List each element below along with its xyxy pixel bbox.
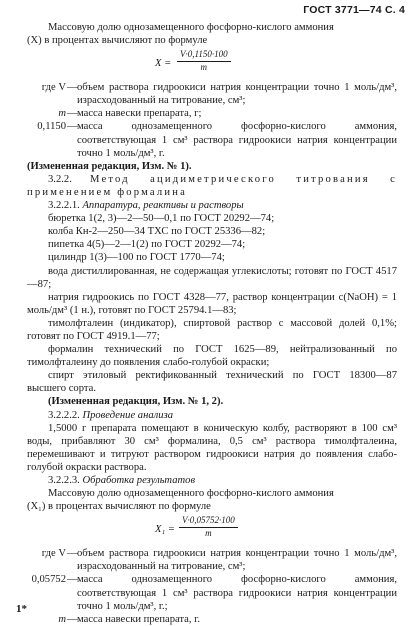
section-title: Обработка результатов — [82, 475, 196, 486]
intro-line-2: (X) в процентах вычисляют по формуле — [27, 35, 208, 47]
formula-1-lhs: X = — [155, 58, 172, 70]
edition-note-2: (Измененная редакция, Изм. № 1, 2). — [48, 396, 224, 408]
formula-2-fraction — [179, 515, 238, 539]
section-3-2-2-1-heading — [27, 199, 397, 212]
intro-line-1: Массовую долю однозамещенного фосфорно-кислого аммония — [48, 22, 334, 33]
list-item: тимолфталеин (индикатор), спиртовой раствор с массовой долей 0,1%; готовят по ГОСТ 4919.1—77; — [27, 317, 397, 342]
definitions-2 — [27, 547, 397, 626]
footer-signature-mark: 1* — [16, 603, 27, 615]
def-text: масса навески препарата, г; — [77, 108, 202, 120]
def-text: объем раствора гидроокиси натрия концентрации точно 1 моль/дм³, израсходованный на титрование, см³; — [77, 82, 397, 107]
list-item: пипетка 4(5)—2—1(2) по ГОСТ 20292—74; — [48, 239, 246, 251]
list-item: цилиндр 1(3)—100 по ГОСТ 1770—74; — [48, 252, 225, 264]
section-title: Проведение анализа — [82, 409, 174, 421]
list-item: формалин технический по ГОСТ 1625—89, нейтрализованный по тимолфталеину до появления слабо-голубой окраски; — [27, 344, 397, 369]
section-title: Метод ацидиметрического титрования с применением формалина — [27, 173, 398, 198]
section-3-2-2-heading — [27, 173, 397, 199]
def-text: масса навески препарата, г. — [77, 613, 200, 625]
edition-note-1: (Измененная редакция, Изм. № 1). — [27, 160, 192, 172]
document-body — [27, 21, 397, 626]
def-dash: — — [67, 121, 78, 133]
def-symbol: m — [58, 108, 66, 120]
formula-2 — [27, 513, 397, 547]
def-dash: — — [67, 82, 78, 94]
def-symbol: 0,1150 — [37, 121, 66, 133]
section-title: Аппаратура, реактивы и растворы — [82, 200, 244, 212]
analysis-paragraph: 1,5000 г препарата помещают в коническую колбу, растворяют в 100 см³ воды, прибавляют 30 см³ формалина, 0,5 см³ раствора тимолфталеина, перемешивают и титруют раствором гидроокиси натрия до появления слабо-голубой окраски раствора. — [27, 422, 397, 473]
definitions-1 — [27, 81, 397, 160]
def-text: масса однозамещенного фосфорно-кислого аммония, соответствующая 1 см³ раствора гидроокиси натрия концентрации точно 1 моль/дм³, г. — [77, 121, 397, 159]
intro2-line-1: Массовую долю однозамещенного фосфорно-кислого аммония — [48, 488, 334, 500]
section-number: 3.2.2.2. — [48, 409, 80, 421]
section-3-2-2-2-heading — [27, 409, 397, 422]
def-text: масса однозамещенного фосфорно-кислого аммония, соответствующая 1 см³ раствора гидроокиси натрия концентрации точно 1 моль/дм³, г.; — [77, 574, 397, 612]
formula-1 — [27, 47, 397, 81]
def-symbol: m — [58, 613, 66, 625]
def-dash: — — [67, 108, 78, 120]
section-number: 3.2.2. — [48, 173, 72, 185]
formula-1-fraction — [177, 49, 231, 73]
def-dash: — — [67, 613, 78, 625]
formula-2-numerator: V·0,05752·100 — [179, 515, 238, 528]
intro2-line-2: (X₁) в процентах вычисляют по формуле — [27, 501, 211, 513]
section-number: 3.2.2.1. — [48, 200, 80, 212]
formula-1-denominator: m — [200, 62, 208, 73]
def-symbol: где V — [41, 548, 66, 560]
def-text: объем раствора гидроокиси натрия концентрации точно 1 моль/дм³, израсходованный на титрование, см³; — [77, 548, 397, 573]
formula-1-numerator: V·0,1150·100 — [177, 49, 231, 62]
page-header: ГОСТ 3771—74 С. 4 — [303, 4, 405, 16]
equipment-list — [27, 212, 397, 395]
list-item: спирт этиловый ректификованный технический по ГОСТ 18300—87 высшего сорта. — [27, 370, 397, 395]
def-symbol: 0,05752 — [31, 574, 66, 586]
list-item: натрия гидроокись по ГОСТ 4328—77, раствор концентрации c(NaOH) = 1 моль/дм³ (1 н.), готовят по ГОСТ 25794.1—83; — [27, 291, 397, 316]
section-number: 3.2.2.3. — [48, 475, 80, 486]
def-symbol: где V — [41, 82, 66, 94]
section-3-2-2-3-heading — [27, 474, 397, 487]
list-item: вода дистиллированная, не содержащая углекислоты; готовят по ГОСТ 4517—87; — [27, 265, 397, 290]
formula-2-denominator: m — [205, 528, 212, 539]
list-item: бюретка 1(2, 3)—2—50—0,1 по ГОСТ 20292—74; — [48, 213, 275, 225]
def-dash: — — [67, 548, 78, 560]
def-dash: — — [67, 574, 78, 586]
list-item: колба Кн-2—250—34 ТХС по ГОСТ 25336—82; — [48, 226, 266, 238]
formula-2-lhs: X₁ = — [155, 524, 175, 536]
